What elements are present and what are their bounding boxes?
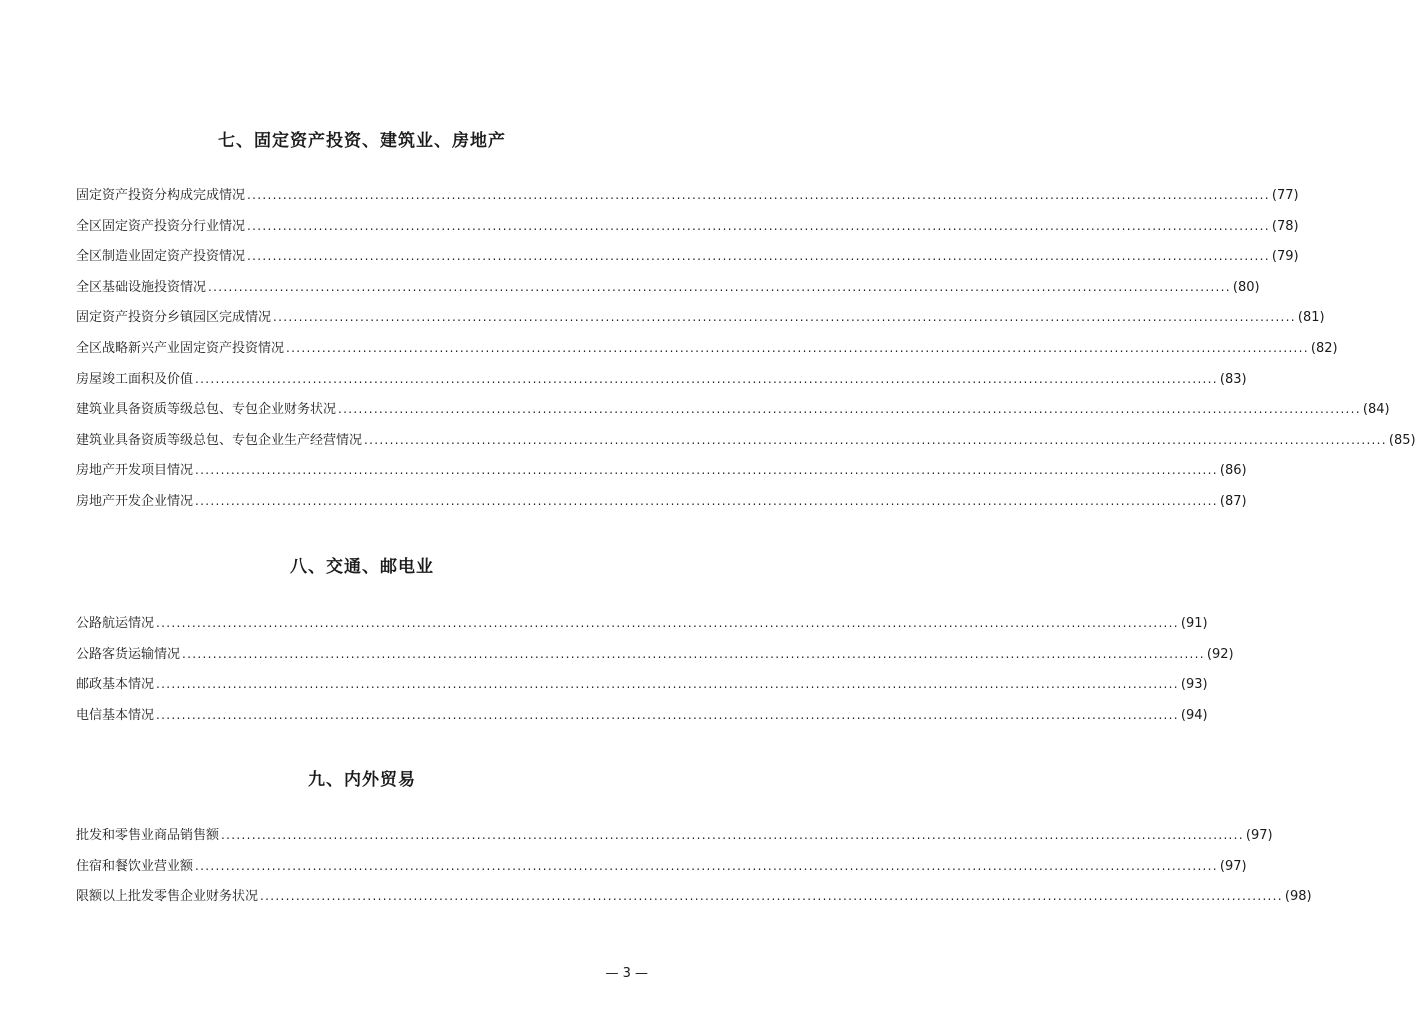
toc-entry[interactable] [76, 398, 1390, 429]
toc-entry-page: (91) [1180, 616, 1208, 631]
toc-entry-page: (77) [1271, 188, 1299, 203]
toc-entry-label: 房屋竣工面积及价值 [76, 371, 194, 387]
toc-list-section-9 [76, 824, 1312, 916]
toc-entry-page: (93) [1180, 677, 1208, 693]
toc-leader-dots: ........................................................................................................................................................................................................ [338, 402, 1361, 417]
toc-entry-label: 电信基本情况 [76, 707, 155, 723]
toc-entry-page: (97) [1219, 858, 1247, 874]
toc-entry-label: 公路客货运输情况 [76, 646, 181, 662]
toc-entry-label: 全区战略新兴产业固定资产投资情况 [76, 340, 285, 356]
toc-entry[interactable] [76, 824, 1273, 855]
toc-entry[interactable] [76, 612, 1208, 643]
toc-entry[interactable] [76, 643, 1234, 674]
toc-entry-page: (83) [1219, 371, 1247, 387]
toc-entry-label: 房地产开发项目情况 [76, 463, 194, 479]
toc-entry-page: (85) [1388, 432, 1416, 448]
toc-leader-dots: ........................................................................................................................................................................................................ [221, 828, 1244, 842]
toc-leader-dots: ........................................................................................................................................................................................................ [260, 889, 1283, 904]
toc-entry-page: (84) [1362, 402, 1390, 418]
toc-entry-label: 邮政基本情况 [76, 677, 155, 693]
toc-entry[interactable] [76, 184, 1299, 215]
toc-entry[interactable] [76, 368, 1247, 399]
toc-leader-dots: ........................................................................................................................................................................................................ [156, 677, 1179, 692]
toc-entry[interactable] [76, 673, 1208, 704]
toc-entry[interactable] [76, 855, 1247, 886]
toc-entry-label: 建筑业具备资质等级总包、专包企业生产经营情况 [76, 432, 363, 448]
section-title-8: 八、交通、邮电业 [290, 557, 434, 577]
toc-entry[interactable] [76, 490, 1247, 521]
toc-entry[interactable] [76, 306, 1325, 337]
toc-entry-label: 全区固定资产投资分行业情况 [76, 218, 246, 234]
toc-leader-dots: ........................................................................................................................................................................................................ [286, 340, 1309, 355]
toc-entry-label: 建筑业具备资质等级总包、专包企业财务状况 [76, 402, 337, 418]
toc-list-section-8 [76, 612, 1234, 734]
toc-entry[interactable] [76, 704, 1208, 735]
toc-leader-dots: ........................................................................................................................................................................................................ [247, 218, 1270, 233]
toc-leader-dots: ........................................................................................................................................................................................................ [247, 249, 1270, 264]
toc-entry-label: 公路航运情况 [76, 616, 155, 631]
toc-leader-dots: ........................................................................................................................................................................................................ [247, 188, 1270, 202]
toc-entry-label: 房地产开发企业情况 [76, 493, 194, 509]
toc-leader-dots: ........................................................................................................................................................................................................ [156, 616, 1179, 630]
toc-entry-page: (82) [1310, 340, 1338, 356]
toc-leader-dots: ........................................................................................................................................................................................................ [273, 310, 1296, 325]
section-title-7: 七、固定资产投资、建筑业、房地产 [218, 131, 506, 151]
toc-entry[interactable] [76, 337, 1338, 368]
toc-entry[interactable] [76, 245, 1299, 276]
toc-entry[interactable] [76, 276, 1260, 307]
toc-leader-dots: ........................................................................................................................................................................................................ [195, 463, 1218, 478]
toc-entry-page: (97) [1245, 828, 1273, 843]
toc-entry-page: (92) [1206, 646, 1234, 662]
toc-leader-dots: ........................................................................................................................................................................................................ [195, 371, 1218, 386]
toc-leader-dots: ........................................................................................................................................................................................................ [182, 646, 1205, 661]
toc-leader-dots: ........................................................................................................................................................................................................ [195, 493, 1218, 508]
toc-entry[interactable] [76, 885, 1312, 916]
toc-entry-page: (81) [1297, 310, 1325, 326]
toc-leader-dots: ........................................................................................................................................................................................................ [156, 707, 1179, 722]
toc-entry[interactable] [76, 429, 1416, 460]
section-title-9: 九、内外贸易 [308, 770, 416, 790]
toc-entry-page: (87) [1219, 493, 1247, 509]
toc-list-section-7 [76, 184, 1416, 521]
page-number: — 3 — [605, 966, 648, 981]
toc-entry-label: 全区制造业固定资产投资情况 [76, 249, 246, 265]
toc-entry-label: 固定资产投资分构成完成情况 [76, 188, 246, 203]
toc-entry-page: (79) [1271, 249, 1299, 265]
toc-leader-dots: ........................................................................................................................................................................................................ [195, 858, 1218, 873]
toc-entry-page: (86) [1219, 463, 1247, 479]
toc-entry-label: 全区基础设施投资情况 [76, 279, 207, 295]
toc-entry-page: (78) [1271, 218, 1299, 234]
toc-entry-label: 限额以上批发零售企业财务状况 [76, 889, 259, 905]
toc-entry-page: (98) [1284, 889, 1312, 905]
toc-entry-label: 住宿和餐饮业营业额 [76, 858, 194, 874]
toc-entry-label: 固定资产投资分乡镇园区完成情况 [76, 310, 272, 326]
toc-entry[interactable] [76, 215, 1299, 246]
toc-entry-page: (94) [1180, 707, 1208, 723]
toc-entry-page: (80) [1232, 279, 1260, 295]
toc-leader-dots: ........................................................................................................................................................................................................ [208, 279, 1231, 294]
toc-leader-dots: ........................................................................................................................................................................................................ [364, 432, 1387, 447]
toc-entry[interactable] [76, 459, 1247, 490]
toc-entry-label: 批发和零售业商品销售额 [76, 828, 220, 843]
